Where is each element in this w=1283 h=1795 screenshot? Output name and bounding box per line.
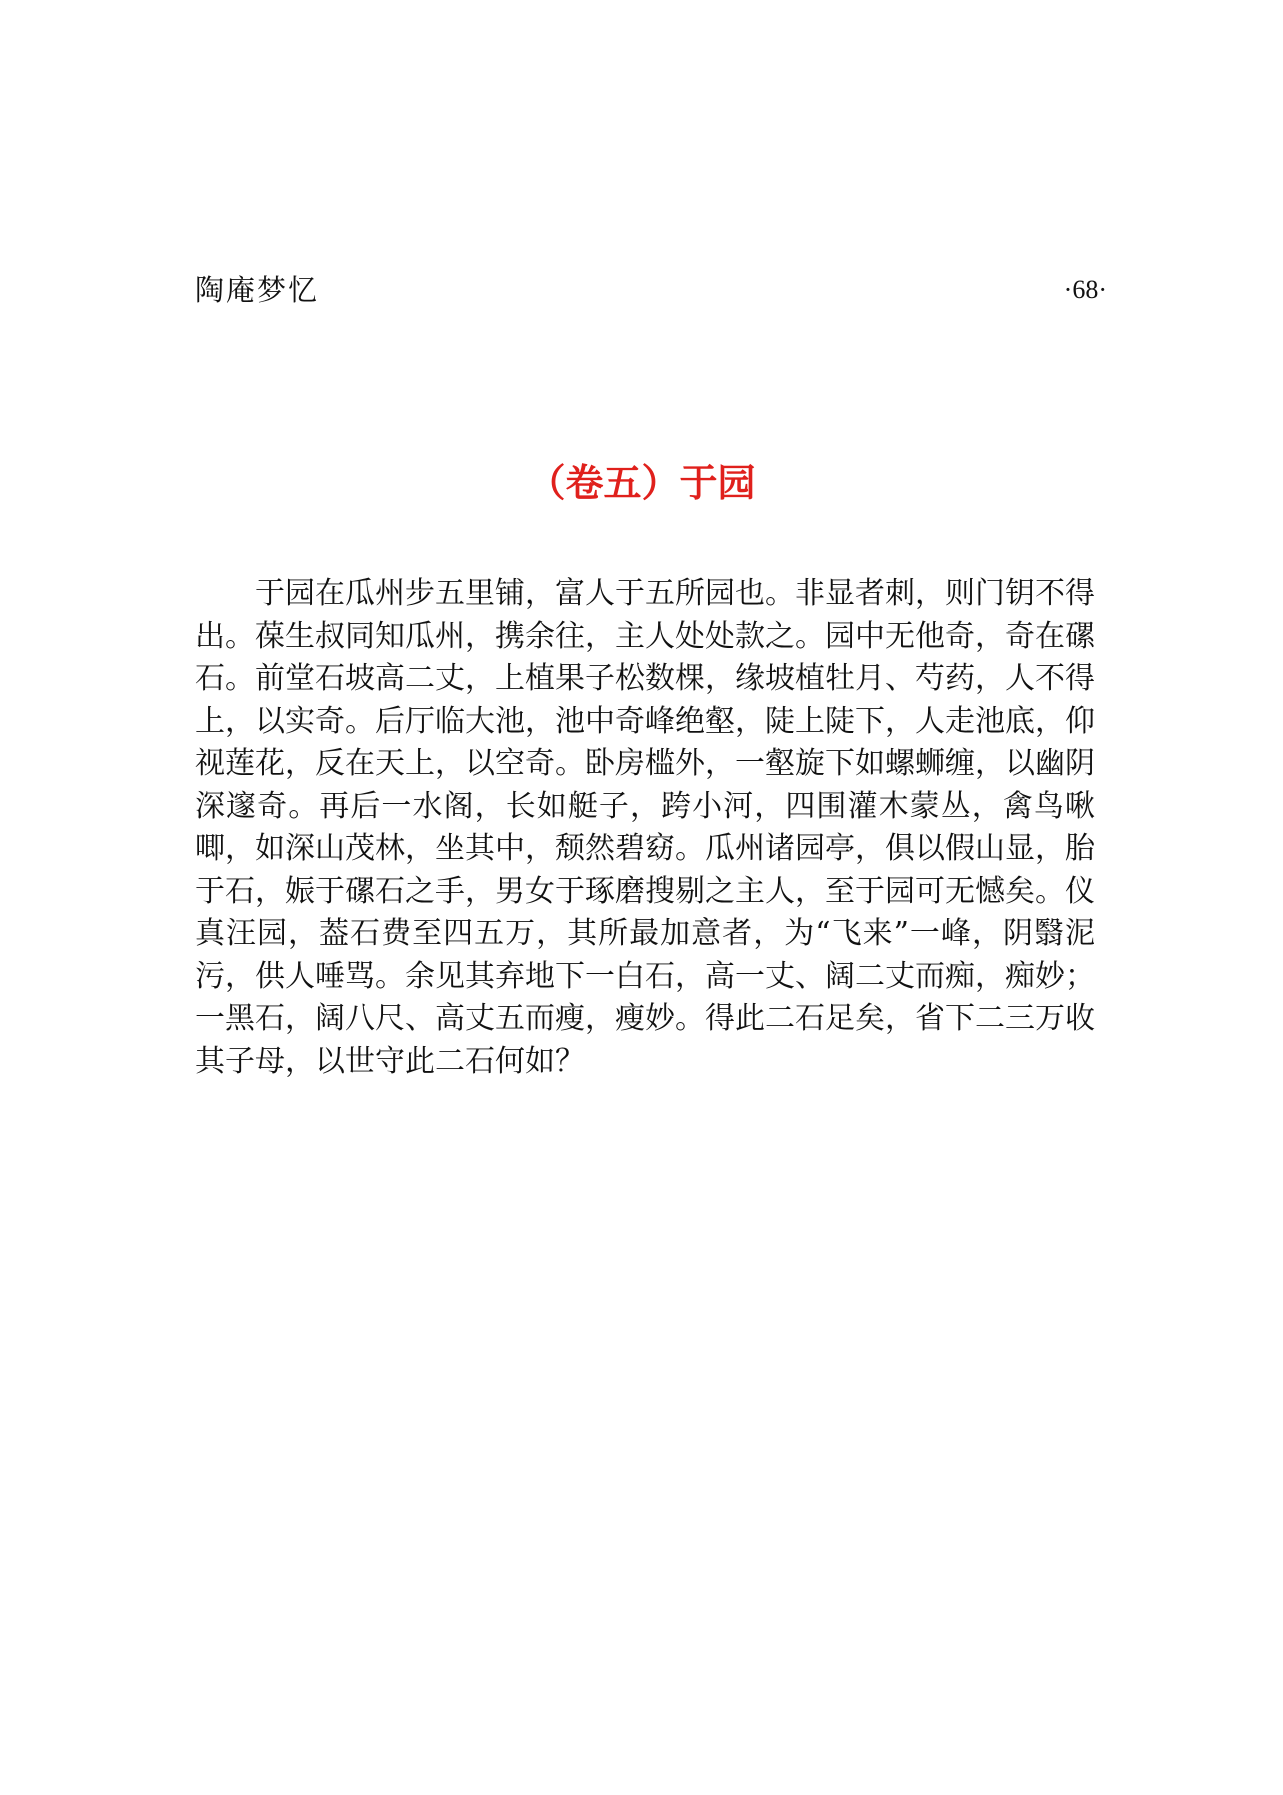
running-head-book-title: 陶庵梦忆 xyxy=(195,273,320,307)
page-number: ·68· xyxy=(1063,275,1107,304)
body-paragraph: 于园在瓜州步五里铺，富人于五所园也。非显者刺，则门钥不得出。葆生叔同知瓜州，携余往，主人处处款之。园中无他奇，奇在磥石。前堂石坡高二丈，上植果子松数棵，缘坡植牡月、芍药，人不得上，以实奇。后厅临大池，池中奇峰绝壑，陡上陡下，人走池底，仰视莲花，反在天上，以空奇。卧房槛外，一壑旋下如螺蛳缠，以幽阴深邃奇。再后一水阁，长如艇子，跨小河，四围灌木蒙丛，禽鸟啾唧，如深山茂林，坐其中，颓然碧窈。瓜州诸园亭，俱以假山显，胎于石，娠于磥石之手，男女于琢磨搜剔之主人，至于园可无憾矣。仪真汪园，葢石费至四五万，其所最加意者，为“飞来”一峰，阴翳泥污，供人唾骂。余见其弃地下一白石，高一丈、阔二丈而痴，痴妙；一黑石，阔八尺、高丈五而瘦，瘦妙。得此二石足矣，省下二三万收其子母，以世守此二石何如？ xyxy=(195,576,1095,1079)
chapter-title: （卷五）于园 xyxy=(527,461,756,505)
